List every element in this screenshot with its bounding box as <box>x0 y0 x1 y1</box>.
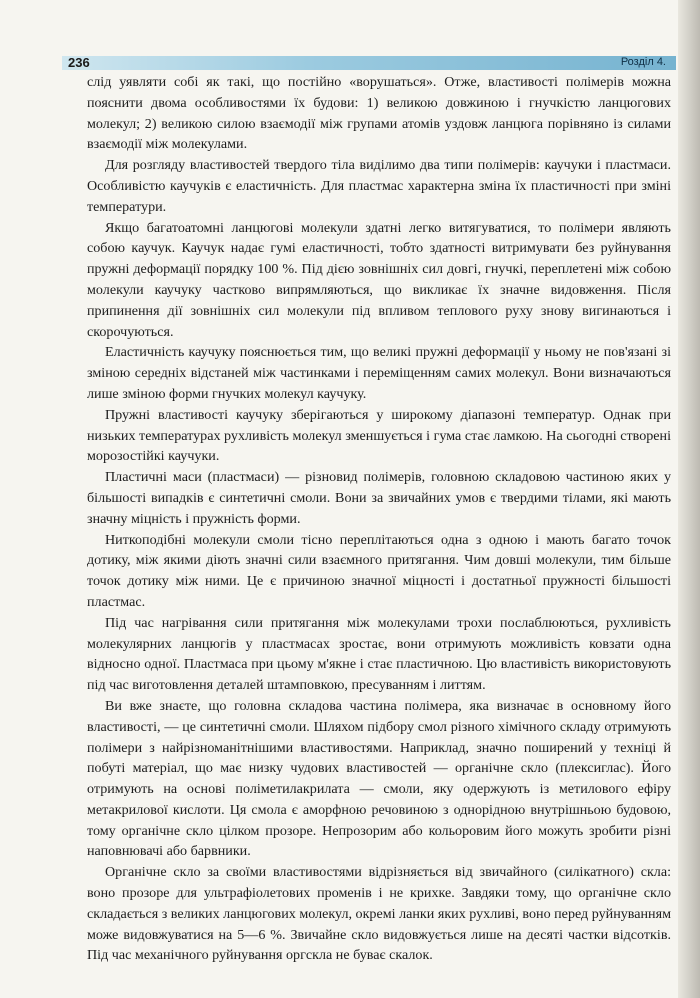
header-band <box>62 56 676 70</box>
paragraph: Еластичність каучуку пояснюється тим, що великі пружні деформації у ньому не пов'язані зі зміною середніх відстаней між частинками і переміщенням самих молекул. Вони визначаються лише зміною форми гнучких молекул каучуку. <box>87 344 671 402</box>
paragraph: Для розгляду властивостей твердого тіла виділимо два типи полімерів: каучуки і пластмаси. Особливістю каучуків є еластичність. Для пластмас характерна зміна їх пластичності при зміні температури. <box>87 157 671 215</box>
paragraph: Органічне скло за своїми властивостями відрізняється від звичайного (силікатного) скла: воно прозоре для ультрафіолетових променів і не крихке. Завдяки тому, що органічне скло складається з великих ланцюгових молекул, окремі ланки яких рухливі, воно перед руйнуванням може видовжуватися на 5—6 %. Звичайне скло видовжується лише на десяті частки відсотків. Під час механічного руйнування оргскла не буває скалок. <box>87 864 672 964</box>
paragraph: слід уявляти собі як такі, що постійно «ворушаться». Отже, властивості полімерів можна пояснити двома особливостями їх будови: 1) великою довжиною і гнучкістю ланцюгових молекул; 2) великою силою взаємодії між групами атомів уздовж ланцюга порівняно із силами взаємодії між молекулами. <box>87 74 671 153</box>
paragraph: Якщо багатоатомні ланцюгові молекули здатні легко витягуватися, то полімери являють собою каучук. Каучук надає гумі еластичності, тобто здатності витримувати без руйнування пружні деформації порядку 100 %. Під дією зовнішніх сил довгі, гнучкі, переплетені між собою молекули каучуку частково випрямляються, що викликає їх значне видовження. Після припинення дії зовнішніх сил молекули під впливом теплового руху знову вигинаються і скорочуються. <box>87 219 671 340</box>
paragraph: Ниткоподібні молекули смоли тісно переплітаються одна з одною і мають багато точок дотику, між якими діють значні сили взаємного притягання. Чим довші молекули, тим більше точок дотику між ними. Це є причиною значної міцності і достатньої пружності більшості пластмас. <box>87 531 671 610</box>
body-text <box>87 72 671 966</box>
paragraph: Пружні властивості каучуку зберігаються у широкому діапазоні температур. Однак при низьких температурах рухливість молекул зменшується і гума стає ламкою. На сьогодні створені морозостійкі каучуки. <box>87 406 671 465</box>
paragraph: Під час нагрівання сили притягання між молекулами трохи послаблюються, рухливість молекулярних ланцюгів у пластмасах зростає, вони отримують можливість ковзати одна відносно одної. Пластмаса при цьому м'якне і стає пластичною. Цю властивість використовують під час виготовлення деталей штамповкою, пресуванням і литтям. <box>87 614 671 694</box>
page-edge-shadow <box>678 0 700 998</box>
paragraph: Пластичні маси (пластмаси) — різновид полімерів, головною складовою частиною яких у більшості випадків є синтетичні смоли. Вони за звичайних умов є твердими тілами, які мають значну міцність і пружність форми. <box>87 469 671 527</box>
paragraph: Ви вже знаєте, що головна складова частина полімера, яка визначає в основному його властивості, — це синтетичні смоли. Шляхом підбору смол різного хімічного складу отримують полімери з найрізноманітнішими властивостями. Наприклад, значно поширений у техніці й побуті матеріал, що має низку чудових властивостей — органічне скло (плексиглас). Його отримують на основі поліметилакрилата — смоли, яку одержують із метилового ефіру метакрилової кислоти. Ця смола є аморфною речовиною з однорідною внутрішньою будовою, тому органічне скло цілком прозоре. Непрозорим або кольоровим його можуть зробити різні наповнювачі або барвники. <box>87 697 671 860</box>
page-number: 236 <box>68 55 90 70</box>
section-label: Розділ 4. <box>620 56 666 68</box>
